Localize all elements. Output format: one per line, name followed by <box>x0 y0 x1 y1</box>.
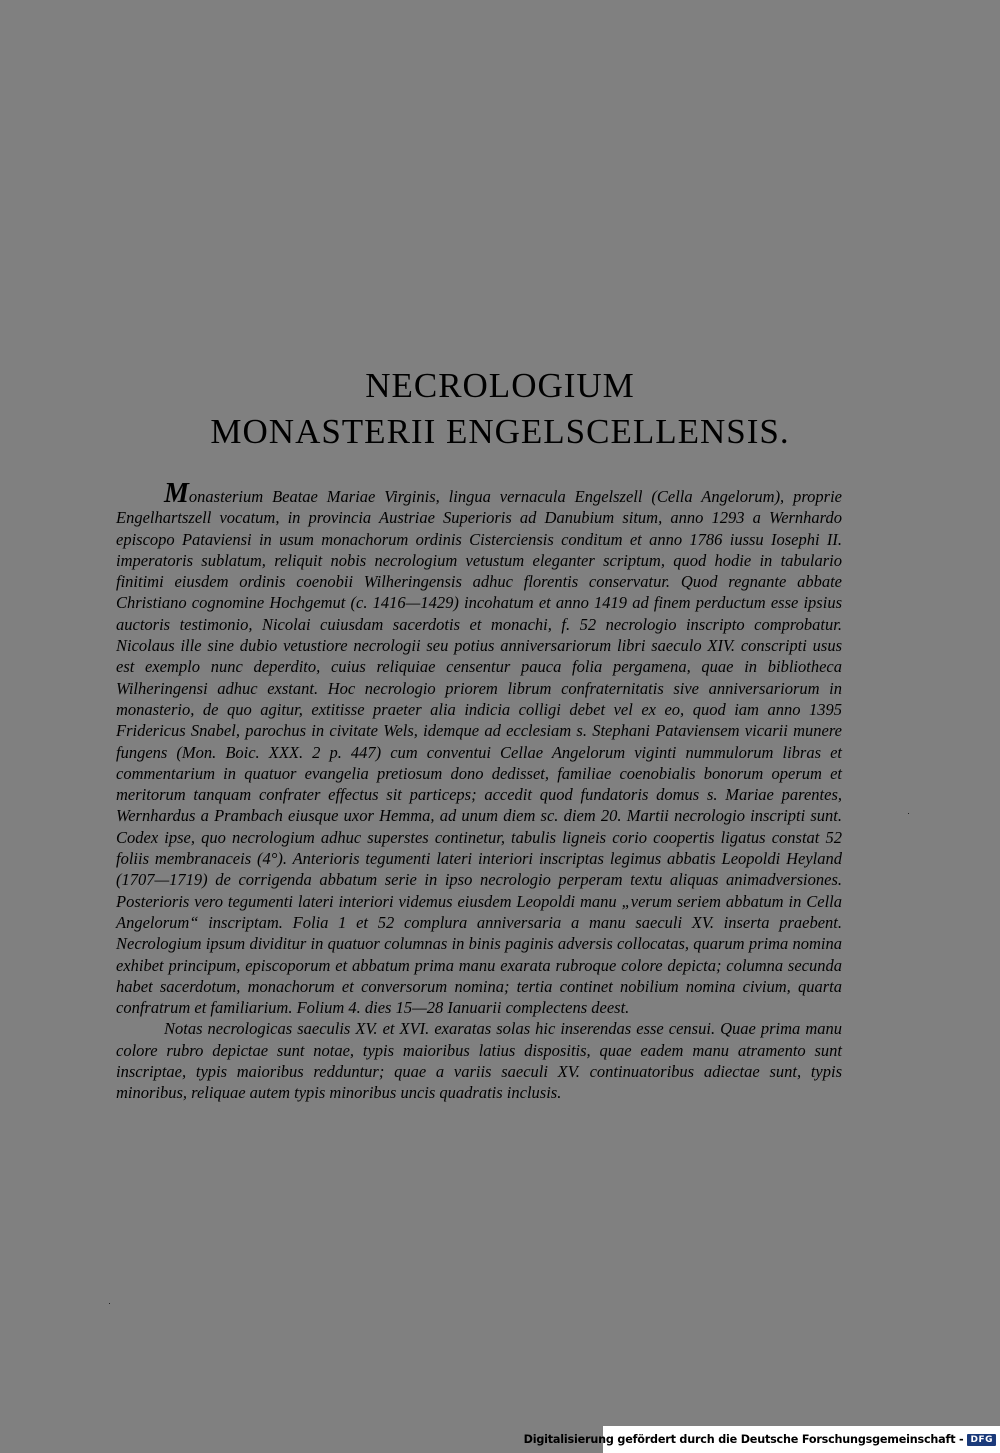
paragraph-1-text: onasterium Beatae Mariae Virginis, lingua vernacula Engelszell (Cella Angelorum), proprie Engelhartszell vocatum, in provincia Austriae Superioris ad Danubium situm, anno 1293 a Wernhardo episcopo Pataviensi in usum monachorum ordinis Cisterciensis conditum et anno 1786 iussu Iosephi II. imperatoris sublatum, reliquit nobis necrologium vetustum eleganter scriptum, quod hodie in tabulario finitimi eiusdem ordinis coenobii Wilheringensis adhuc florentis conservatur. Quod regnante abbate Christiano cognomine Hochgemut (c. 1416—1429) incohatum et anno 1419 ad finem perductum esse ipsius auctoris testimonio, Nicolai cuiusdam sacerdotis et monachi, f. 52 necrologio inscripto comprobatur. Nicolaus ille sine dubio vetustiore necrologii seu potius anniversariorum libri saeculo XIV. conscripti usus est exemplo nunc deperdito, cuius reliquiae censentur pauca folia pergamena, quae in bibliotheca Wilheringensi adhuc exstant. Hoc necrologio priorem librum confraternitatis sive anniversariorum in monasterio, de quo agitur, extitisse praeter alia indicia colligi debet vel ex eo, quod iam anno 1395 Fridericus Snabel, parochus in civitate Wels, idemque ad ecclesiam s. Stephani Pataviensem vicarii munere fungens (Mon. Boic. XXX. 2 p. 447) cum conventui Cellae Angelorum viginti nummulorum libras et commentarium in quatuor evangelia pretiosum dono dedisset, familiae coenobialis bonorum operum et meritorum tanquam confrater effectus sit particeps; accedit quod fundatoris domus s. Mariae parentes, Wernhardus a Prambach eiusque uxor Hemma, ad unum diem sc. diem 20. Martii necrologio inscripti sunt. Codex ipse, quo necrologium adhuc superstes continetur, tabulis ligneis corio coopertis ligatus constat 52 foliis membranaceis (4°). Anterioris tegumenti lateri interiori inscriptas legimus abbatis Leopoldi Heyland (1707—1719) de corrigenda abbatum serie in ipso necrologio perperam textu aliquas animadversiones. Posterioris vero tegumenti lateri interiori videmus eiusdem Leopoldi manu „verum seriem abbatum in Cella Angelorum“ inscriptam. Folia 1 et 52 complura anniversaria a manu saeculi XV. inserta praebent. Necrologium ipsum dividitur in quatuor columnas in binis paginis adversis collocatas, quarum prima nomina exhibet principum, episcoporum et abbatum prima manu exarata rubroque colore depicta; columna secunda habet sacerdotum, monachorum et conversorum nomina; tertia continet nobilium nomina civium, quarta confratrum et familiarium. Folium 4. dies 15—28 Ianuarii complectens deest. <box>116 487 842 1018</box>
drop-cap: M <box>164 478 189 509</box>
scan-speck <box>109 1303 110 1304</box>
body-text <box>116 478 842 1104</box>
digitization-credit: Digitalisierung gefördert durch die Deutsche Forschungsgemeinschaft - <box>523 1433 964 1446</box>
digitization-credit-bar <box>523 1426 1000 1453</box>
paragraph-1 <box>116 478 842 1018</box>
page-title-line-1: NECROLOGIUM <box>365 366 635 405</box>
scan-speck <box>908 813 909 814</box>
dfg-logo-icon: DFG <box>967 1434 996 1446</box>
page-title-line-2: MONASTERII ENGELSCELLENSIS. <box>210 412 790 451</box>
paragraph-2: Notas necrologicas saeculis XV. et XVI. exaratas solas hic inserendas esse censui. Quae prima manu colore rubro depictae sunt notae, typis maioribus latius dispositis, quae eadem manu atramento sunt inscriptae, typis maioribus redduntur; quae a variis saeculi XV. continuatoribus adiectae sunt, typis minoribus, reliquae autem typis minoribus uncis quadratis inclusis. <box>116 1019 842 1103</box>
